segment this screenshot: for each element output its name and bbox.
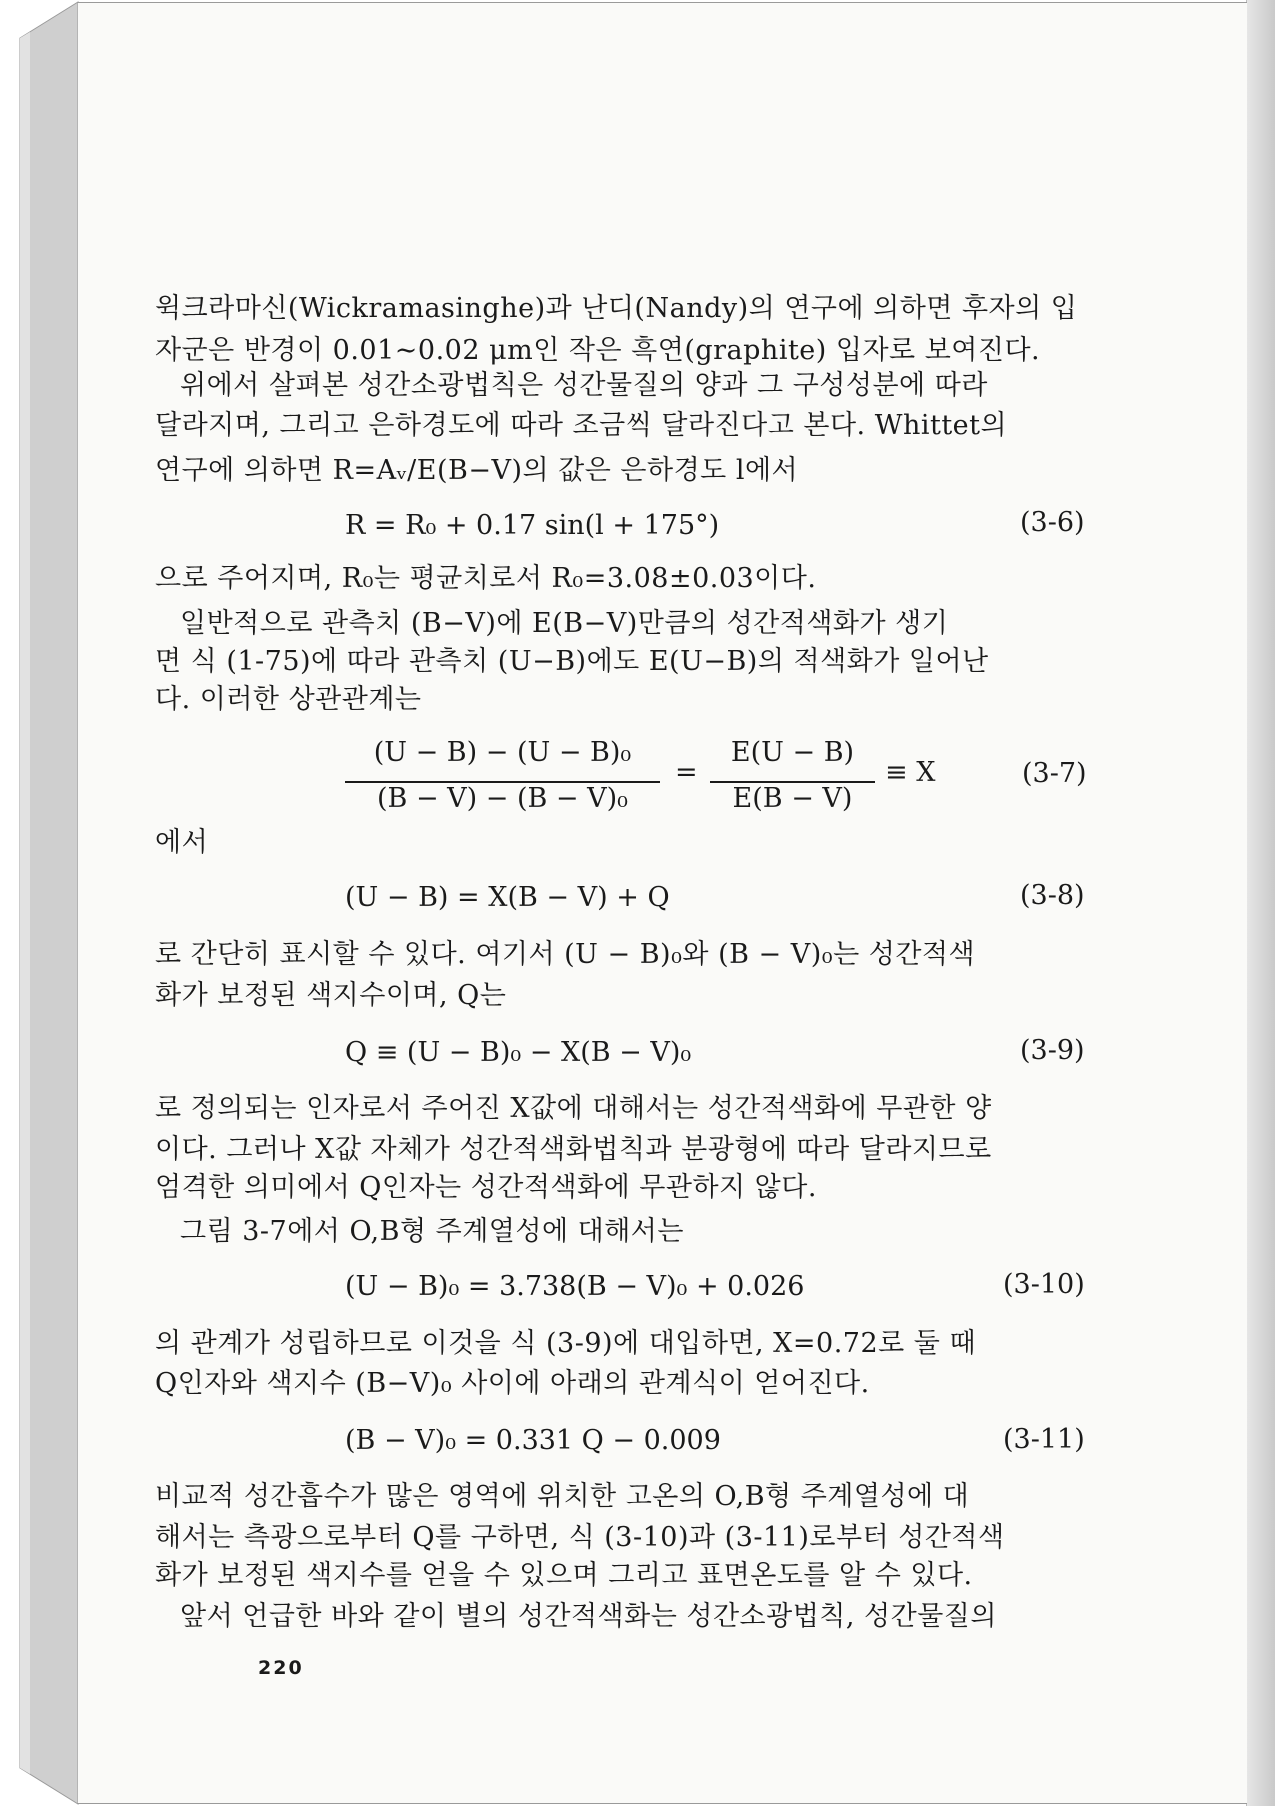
paragraph-line: 자군은 반경이 0.01∼0.02 μm인 작은 흑연(graphite) 입자로 보여진다. xyxy=(155,335,1041,366)
paragraph-line: 그림 3-7에서 O,B형 주계열성에 대해서는 xyxy=(180,1216,684,1247)
paragraph-line: 비교적 성간흡수가 많은 영역에 위치한 고온의 O,B형 주계열성에 대 xyxy=(155,1481,970,1512)
equation-number: (3-7) xyxy=(1022,758,1087,789)
paragraph-line: 의 관계가 성립하므로 이것을 식 (3-9)에 대입하면, X=0.72로 둘 때 xyxy=(155,1328,977,1359)
paragraph-line: 연구에 의하면 R=Aᵥ/E(B−V)의 값은 은하경도 l에서 xyxy=(155,455,799,486)
equation-number: (3-9) xyxy=(1020,1035,1085,1066)
paragraph-line: 일반적으로 관측치 (B−V)에 E(B−V)만큼의 성간적색화가 생기 xyxy=(180,608,949,639)
equation-number: (3-6) xyxy=(1020,507,1085,538)
paragraph-line: 엄격한 의미에서 Q인자는 성간적색화에 무관하지 않다. xyxy=(155,1172,817,1203)
paragraph-line: 다. 이러한 상관관계는 xyxy=(155,684,422,715)
fraction-denominator: (B − V) − (B − V)₀ xyxy=(376,783,628,814)
equation-3-11: (B − V)₀ = 0.331 Q − 0.009 xyxy=(345,1425,721,1456)
paragraph-line: 에서 xyxy=(155,827,209,858)
paragraph-line: 으로 주어지며, R₀는 평균치로서 R₀=3.08±0.03이다. xyxy=(155,563,817,594)
equals-sign: = xyxy=(675,757,698,788)
equivalence-x: ≡ X xyxy=(885,757,936,788)
equation-3-8: (U − B) = X(B − V) + Q xyxy=(345,882,670,913)
equation-3-9: Q ≡ (U − B)₀ − X(B − V)₀ xyxy=(345,1037,692,1068)
paragraph-line: Q인자와 색지수 (B−V)₀ 사이에 아래의 관계식이 얻어진다. xyxy=(155,1368,870,1399)
fraction-numerator: E(U − B) xyxy=(730,737,855,768)
fraction-numerator: (U − B) − (U − B)₀ xyxy=(373,737,632,768)
page-number: 220 xyxy=(258,1657,304,1679)
fraction-denominator: E(B − V) xyxy=(732,783,853,814)
paragraph-line: 로 간단히 표시할 수 있다. 여기서 (U − B)₀와 (B − V)₀는 성간적색 xyxy=(155,939,976,970)
paragraph-line: 화가 보정된 색지수이며, Q는 xyxy=(155,980,507,1011)
paragraph-line: 해서는 측광으로부터 Q를 구하면, 식 (3-10)과 (3-11)로부터 성간적색 xyxy=(155,1522,1005,1553)
equation-3-10: (U − B)₀ = 3.738(B − V)₀ + 0.026 xyxy=(345,1271,805,1302)
paragraph-line: 위에서 살펴본 성간소광법칙은 성간물질의 양과 그 구성성분에 따라 xyxy=(180,370,988,401)
paragraph-line: 이다. 그러나 X값 자체가 성간적색화법칙과 분광형에 따라 달라지므로 xyxy=(155,1134,992,1165)
paragraph-line: 달라지며, 그리고 은하경도에 따라 조금씩 달라진다고 본다. Whittet의 xyxy=(155,410,1008,441)
equation-3-7 xyxy=(345,737,965,827)
paragraph-line: 윅크라마신(Wickramasinghe)과 난디(Nandy)의 연구에 의하면 후자의 입 xyxy=(155,293,1078,324)
paragraph-line: 면 식 (1-75)에 따라 관측치 (U−B)에도 E(U−B)의 적색화가 일어난 xyxy=(155,646,989,677)
equation-3-6: R = R₀ + 0.17 sin(l + 175°) xyxy=(345,510,720,541)
equation-number: (3-8) xyxy=(1020,880,1085,911)
paragraph-line: 화가 보정된 색지수를 얻을 수 있으며 그리고 표면온도를 알 수 있다. xyxy=(155,1560,973,1591)
page-right-edge xyxy=(1246,0,1275,1806)
paragraph-line: 앞서 언급한 바와 같이 별의 성간적색화는 성간소광법칙, 성간물질의 xyxy=(180,1601,997,1632)
book-spine xyxy=(0,0,80,1806)
equation-number: (3-11) xyxy=(1003,1424,1085,1455)
equation-number: (3-10) xyxy=(1003,1269,1085,1300)
paragraph-line: 로 정의되는 인자로서 주어진 X값에 대해서는 성간적색화에 무관한 양 xyxy=(155,1093,992,1124)
